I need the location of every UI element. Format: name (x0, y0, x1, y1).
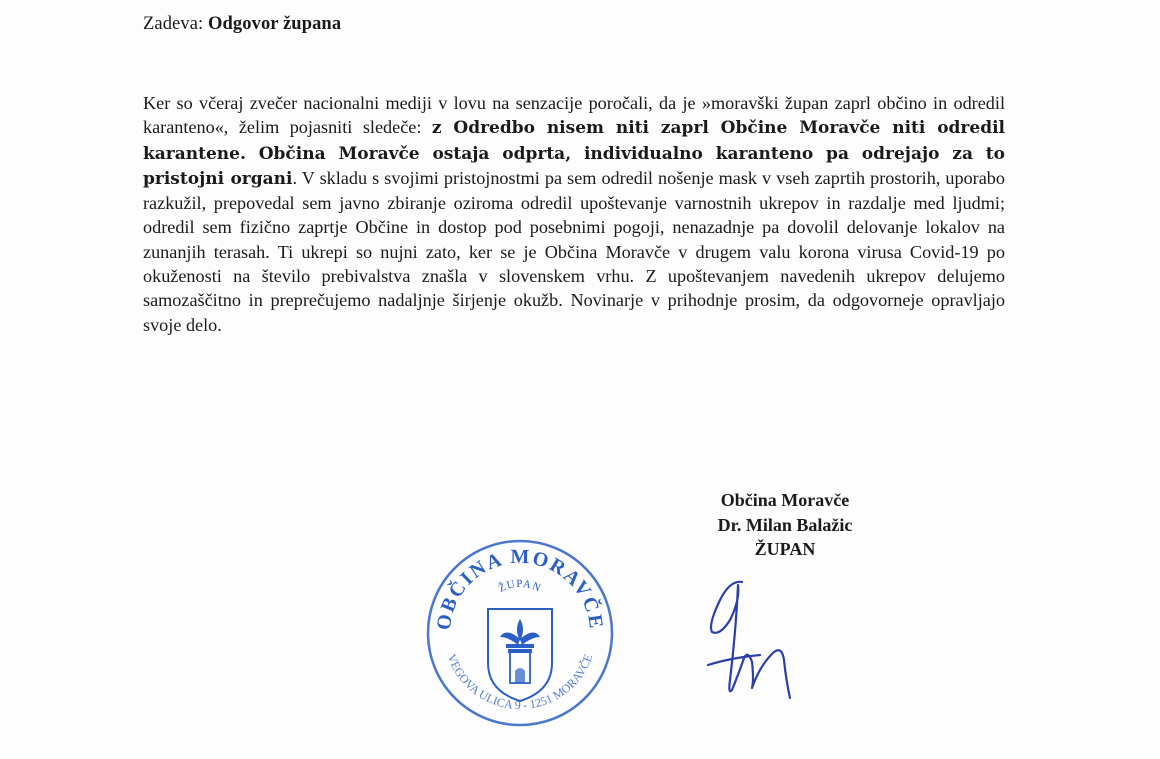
body-text-bold: z Odredbo nisem niti zaprl Občine Moravče niti odredil karantene. Občina Moravče ostaja odprta, individualno karanteno pa odrejajo za to pristojni organi (143, 118, 1005, 189)
handwritten-signature (690, 570, 840, 720)
subject-label: Zadeva: (143, 14, 204, 34)
signature-org: Občina Moravče (720, 490, 850, 510)
signature-name: Dr. Milan Balažic (717, 514, 853, 535)
official-stamp (420, 533, 620, 733)
signature-role: ŽUPAN (754, 539, 816, 559)
letter-body (143, 91, 1005, 337)
stamp-inner-text: ŽUPAN (496, 577, 544, 595)
stamp-bottom-text: VEGOVA ULICA 9 - 1251 MORAVČE (444, 651, 596, 713)
stamp-top-text: OBČINA MORAVČE (432, 545, 608, 632)
subject-title: Odgovor župana (208, 14, 342, 34)
body-text-intro: Ker so včeraj zvečer nacionalni mediji v lovu na senzacije poročali, da je »moravški župan zaprl občino in odredil karanteno«, želim pojasniti sledeče: (143, 93, 1005, 138)
subject-line (143, 14, 341, 35)
signature-block (690, 488, 880, 562)
coat-of-arms-icon (488, 609, 552, 701)
body-text-rest: . V skladu s svojimi pristojnostmi pa sem odredil nošenje mask v vseh zaprtih prostorih, uporabo razkužil, prepovedal sem javno zbiranje oziroma odredil upoštevanje varnostnih ukrepov in razdalje med ljudmi; odredil sem fizično zaprtje Občine in dostop pod posebnimi pogoji, nenazadnje pa dovolil delovanje lokalov na zunanjih terasah. Ti ukrepi so nujni zato, ker se je Občina Moravče v drugem valu korona virusa Covid-19 po okuženosti na število prebivalstva znašla v slovenskem vrhu. Z upoštevanjem navedenih ukrepov delujemo samozaščitno in preprečujemo nadaljnje širjenje okužb. Novinarje v prihodnje prosim, da odgovorneje opravljajo svoje delo. (143, 167, 1005, 335)
